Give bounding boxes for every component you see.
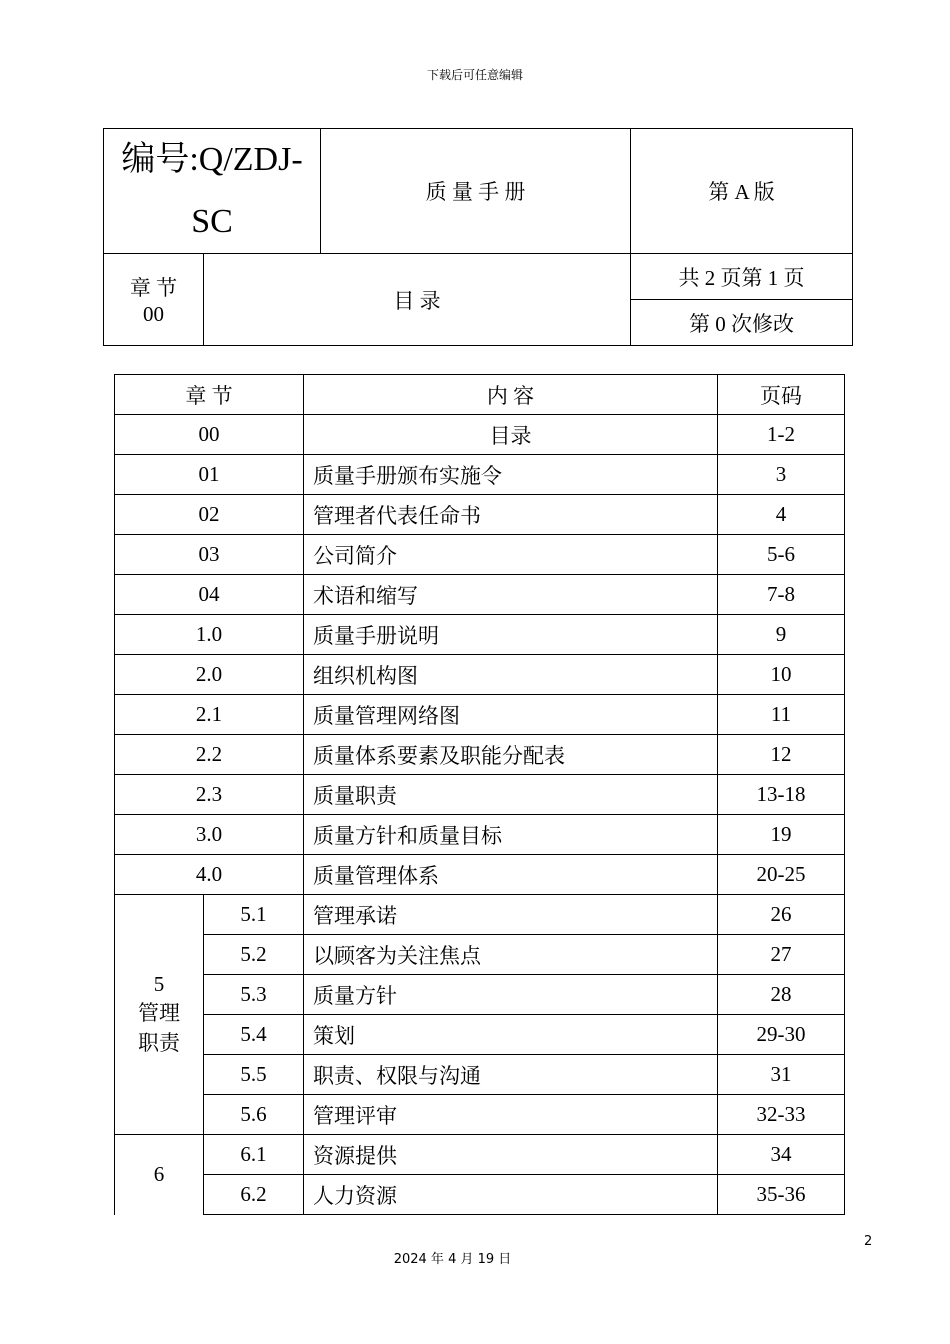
table-row xyxy=(115,1095,845,1135)
chapter-cell xyxy=(104,254,204,346)
chapter-number: 4.0 xyxy=(115,855,304,895)
chapter-content: 公司简介 xyxy=(304,535,718,575)
chapter-content: 质量手册说明 xyxy=(304,615,718,655)
chapter-content: 组织机构图 xyxy=(304,655,718,695)
chapter-content: 质量体系要素及职能分配表 xyxy=(304,735,718,775)
document-number-line1: 编号:Q/ZDJ- xyxy=(121,141,303,178)
chapter-number: 2.2 xyxy=(115,735,304,775)
chapter-number: 2.1 xyxy=(115,695,304,735)
chapter-number: 1.0 xyxy=(115,615,304,655)
sub-chapter-number: 5.2 xyxy=(204,935,304,975)
page-range: 31 xyxy=(718,1055,845,1095)
sub-chapter-number: 5.6 xyxy=(204,1095,304,1135)
chapter-content: 人力资源 xyxy=(304,1175,718,1215)
chapter-number: 2.0 xyxy=(115,655,304,695)
document-number-line2: SC xyxy=(191,203,233,240)
chapter-number: 00 xyxy=(115,415,304,455)
group-number: 5 xyxy=(153,972,165,996)
chapter-number: 02 xyxy=(115,495,304,535)
chapter-content: 职责、权限与沟通 xyxy=(304,1055,718,1095)
column-header-chapter: 章 节 xyxy=(115,375,304,415)
table-row xyxy=(115,1135,845,1175)
chapter-label: 章 节 xyxy=(129,276,178,300)
group-label-line: 职责 xyxy=(138,1031,180,1055)
sub-chapter-number: 5.3 xyxy=(204,975,304,1015)
chapter-content: 管理者代表任命书 xyxy=(304,495,718,535)
chapter-number: 03 xyxy=(115,535,304,575)
table-row xyxy=(115,815,845,855)
table-row xyxy=(115,575,845,615)
chapter-content: 质量管理体系 xyxy=(304,855,718,895)
page-range: 20-25 xyxy=(718,855,845,895)
table-row xyxy=(115,495,845,535)
document-header-table xyxy=(103,128,853,346)
page-range: 34 xyxy=(718,1135,845,1175)
page-range: 19 xyxy=(718,815,845,855)
chapter-content: 质量方针 xyxy=(304,975,718,1015)
table-row xyxy=(115,535,845,575)
group-label-resources xyxy=(115,1135,204,1215)
page-range: 32-33 xyxy=(718,1095,845,1135)
table-row xyxy=(115,415,845,455)
revision-info: 第 0 次修改 xyxy=(631,300,853,346)
top-note: 下载后可任意编辑 xyxy=(426,68,523,82)
chapter-number: 3.0 xyxy=(115,815,304,855)
table-row xyxy=(115,775,845,815)
chapter-content: 质量方针和质量目标 xyxy=(304,815,718,855)
section-title: 目 录 xyxy=(204,254,631,346)
table-row xyxy=(115,655,845,695)
page-range: 13-18 xyxy=(718,775,845,815)
column-header-content: 内 容 xyxy=(304,375,718,415)
table-row xyxy=(115,935,845,975)
table-row xyxy=(115,695,845,735)
page-range: 27 xyxy=(718,935,845,975)
chapter-number: 01 xyxy=(115,455,304,495)
table-row xyxy=(115,1175,845,1215)
chapter-content: 以顾客为关注焦点 xyxy=(304,935,718,975)
table-row xyxy=(115,735,845,775)
table-row xyxy=(115,975,845,1015)
chapter-number: 2.3 xyxy=(115,775,304,815)
chapter-content: 资源提供 xyxy=(304,1135,718,1175)
page-range: 28 xyxy=(718,975,845,1015)
chapter-content: 质量管理网络图 xyxy=(304,695,718,735)
chapter-content: 术语和缩写 xyxy=(304,575,718,615)
edition-label: 第 A 版 xyxy=(631,129,853,254)
page-range: 7-8 xyxy=(718,575,845,615)
page-range: 1-2 xyxy=(718,415,845,455)
table-row xyxy=(115,1015,845,1055)
sub-chapter-number: 5.5 xyxy=(204,1055,304,1095)
page-range: 26 xyxy=(718,895,845,935)
table-row xyxy=(115,1055,845,1095)
chapter-content: 质量手册颁布实施令 xyxy=(304,455,718,495)
chapter-value: 00 xyxy=(143,302,164,326)
sub-chapter-number: 6.2 xyxy=(204,1175,304,1215)
table-of-contents xyxy=(114,374,845,1215)
page-range: 12 xyxy=(718,735,845,775)
sub-chapter-number: 5.1 xyxy=(204,895,304,935)
manual-title: 质 量 手 册 xyxy=(321,129,631,254)
chapter-content: 质量职责 xyxy=(304,775,718,815)
sub-chapter-number: 5.4 xyxy=(204,1015,304,1055)
chapter-content: 管理承诺 xyxy=(304,895,718,935)
toc-header-row xyxy=(115,375,845,415)
page-info: 共 2 页第 1 页 xyxy=(631,254,853,300)
page-number: 2 xyxy=(864,1234,873,1249)
group-label-line: 管理 xyxy=(138,1001,180,1025)
page-range: 4 xyxy=(718,495,845,535)
table-row xyxy=(115,855,845,895)
group-label-management xyxy=(115,895,204,1135)
chapter-content: 管理评审 xyxy=(304,1095,718,1135)
table-row xyxy=(115,615,845,655)
page-range: 11 xyxy=(718,695,845,735)
sub-chapter-number: 6.1 xyxy=(204,1135,304,1175)
document-number-cell xyxy=(104,129,321,254)
table-row xyxy=(115,895,845,935)
page-range: 3 xyxy=(718,455,845,495)
page-range: 35-36 xyxy=(718,1175,845,1215)
group-number: 6 xyxy=(153,1162,165,1187)
page-range: 10 xyxy=(718,655,845,695)
footer-date: 2024 年 4 月 19 日 xyxy=(393,1252,512,1267)
page-range: 9 xyxy=(718,615,845,655)
chapter-content: 策划 xyxy=(304,1015,718,1055)
page-range: 5-6 xyxy=(718,535,845,575)
column-header-page: 页码 xyxy=(718,375,845,415)
page-range: 29-30 xyxy=(718,1015,845,1055)
chapter-number: 04 xyxy=(115,575,304,615)
table-row xyxy=(115,455,845,495)
chapter-content: 目录 xyxy=(304,415,718,455)
